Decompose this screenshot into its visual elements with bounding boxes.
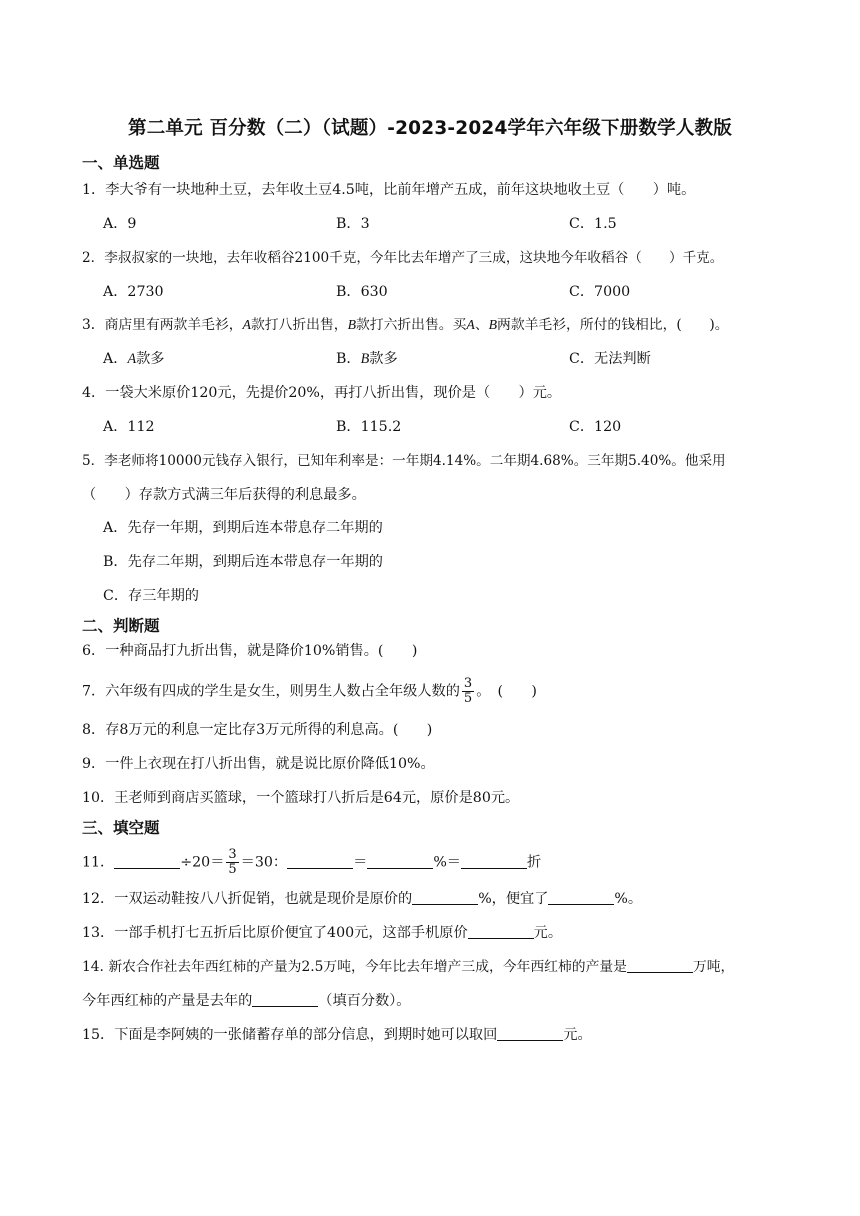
q3-option-a-label: A．: [103, 351, 128, 367]
q3-var-b: B: [347, 317, 356, 332]
question-13: [82, 923, 562, 943]
q14-text-2: 万吨，: [692, 959, 735, 975]
question-4: 4．一袋大米原价120元，先提价20%，再打八折出售，现价是（ ）元。: [82, 385, 562, 401]
q7-text-end: 。 ( ): [476, 683, 537, 700]
question-8: 8．存8万元的利息一定比存3万元所得的利息高。( ): [82, 722, 433, 738]
q5-option-a: A．先存一年期，到期后连本带息存二年期的: [103, 520, 383, 536]
question-9: 9．一件上衣现在打八折出售，就是说比原价降低10%。: [82, 756, 435, 772]
question-1: 1．李大爷有一块地种土豆，去年收土豆4.5吨，比前年增产五成，前年这块地收土豆（ ）吨。: [82, 182, 696, 198]
q14-text-3: 今年西红柿的产量是去年的: [82, 993, 253, 1009]
question-5-line-1: 5．李老师将10000元钱存入银行，已知年利率是：一年期4.14%。二年期4.68%。三年期5.40%。他采用: [82, 453, 726, 469]
q11-blank-4[interactable]: [461, 853, 527, 869]
question-15: [82, 1025, 592, 1045]
q11-text-2: ＝30：: [240, 854, 288, 871]
q3-option-a-text: 款多: [136, 351, 165, 367]
q12-text-2: %，便宜了: [478, 891, 549, 907]
q11-text-4: %＝: [433, 854, 461, 871]
q3-var-a2: A: [466, 317, 475, 332]
q3-option-b-var: B: [360, 351, 370, 367]
q13-text-1: 13．一部手机打七五折后比原价便宜了400元，这部手机原价: [82, 925, 468, 941]
q4-option-b: B．115.2: [336, 419, 402, 435]
q14-text-4: （填百分数）。: [318, 993, 411, 1009]
q1-option-b: B．3: [336, 216, 370, 232]
q12-text-3: %。: [614, 891, 643, 907]
q7-text: 7．六年级有四成的学生是女生，则男生人数占全年级人数的: [82, 683, 460, 700]
question-12: [82, 889, 642, 909]
q7-fraction: [462, 677, 474, 706]
question-5-line-2: （ ）存款方式满三年后获得的利息最多。: [82, 487, 366, 503]
q11-fraction: [226, 848, 238, 877]
q11-blank-1[interactable]: [114, 853, 180, 869]
section-heading-fill-in: 三、填空题: [82, 819, 160, 837]
q11-label: 11．: [82, 854, 115, 871]
page-title: 第二单元 百分数（二）（试题）-2023-2024学年六年级下册数学人教版: [128, 118, 732, 139]
q3-text-3: 款打六折出售。买: [356, 317, 467, 333]
q3-text-4: 、: [474, 317, 489, 333]
q11-text-5: 折: [526, 854, 542, 871]
q11-text-3: ＝: [353, 854, 368, 871]
q3-var-a: A: [242, 317, 251, 332]
q3-var-b2: B: [488, 317, 498, 332]
q1-option-c: C．1.5: [569, 216, 617, 232]
question-6: 6．一种商品打九折出售，就是降价10%销售。( ): [82, 643, 418, 659]
q3-option-a: [103, 349, 165, 369]
q12-blank-2[interactable]: [548, 889, 614, 905]
section-heading-true-false: 二、判断题: [82, 617, 160, 635]
q11-blank-2[interactable]: [287, 853, 353, 869]
q3-option-a-var: A: [127, 351, 137, 367]
q14-text-1: 14. 新农合作社去年西红柿的产量为2.5万吨，今年比去年增产三成，今年西红柿的产量是: [82, 959, 627, 975]
section-heading-single-choice: 一、单选题: [82, 154, 160, 172]
q5-option-c: C．存三年期的: [103, 588, 199, 604]
q3-text-1: 3．商店里有两款羊毛衫，: [82, 317, 243, 333]
question-10: 10．王老师到商店买篮球，一个篮球打八折后是64元，原价是80元。: [82, 790, 520, 806]
q14-blank-2[interactable]: [252, 991, 318, 1007]
q7-fraction-numerator: 3: [463, 676, 473, 691]
question-3: [82, 315, 729, 335]
q15-text-1: 15．下面是李阿姨的一张储蓄存单的部分信息，到期时她可以取回: [82, 1027, 498, 1043]
q13-blank[interactable]: [468, 923, 534, 939]
q2-option-b: B．630: [336, 284, 388, 300]
q4-option-a: A．112: [103, 419, 155, 435]
q1-option-a: A．9: [103, 216, 137, 232]
q12-blank-1[interactable]: [412, 889, 478, 905]
q13-text-2: 元。: [533, 925, 563, 941]
q14-blank-1[interactable]: [627, 957, 693, 973]
q3-option-b: [336, 349, 398, 369]
q11-text-1: ÷20＝: [180, 854, 225, 871]
question-14-line-2: [82, 991, 410, 1011]
q2-option-c: C．7000: [569, 284, 631, 300]
question-2: 2．李叔叔家的一块地，去年收稻谷2100千克，今年比去年增产了三成，这块地今年收稻谷（ ）千克。: [82, 250, 724, 266]
q15-blank[interactable]: [497, 1025, 563, 1041]
q11-fraction-numerator: 3: [228, 847, 237, 862]
q2-option-a: A．2730: [103, 284, 164, 300]
q11-fraction-denominator: 5: [228, 862, 237, 877]
q15-text-2: 元。: [563, 1027, 592, 1043]
q5-option-b: B．先存二年期，到期后连本带息存一年期的: [103, 554, 383, 570]
q11-blank-3[interactable]: [367, 853, 433, 869]
q4-option-c: C．120: [569, 419, 622, 435]
question-14-line-1: [82, 957, 734, 977]
question-7: [82, 677, 537, 706]
q7-fraction-denominator: 5: [463, 691, 473, 706]
question-11: [82, 848, 541, 877]
q3-text-5: 两款羊毛衫，所付的钱相比，( )。: [497, 317, 729, 333]
q12-text-1: 12．一双运动鞋按八八折促销，也就是现价是原价的: [82, 891, 413, 907]
q3-option-b-label: B．: [336, 351, 361, 367]
q3-option-c: C．无法判断: [569, 351, 651, 367]
q3-text-2: 款打八折出售，: [250, 317, 348, 333]
q3-option-b-text: 款多: [369, 351, 398, 367]
